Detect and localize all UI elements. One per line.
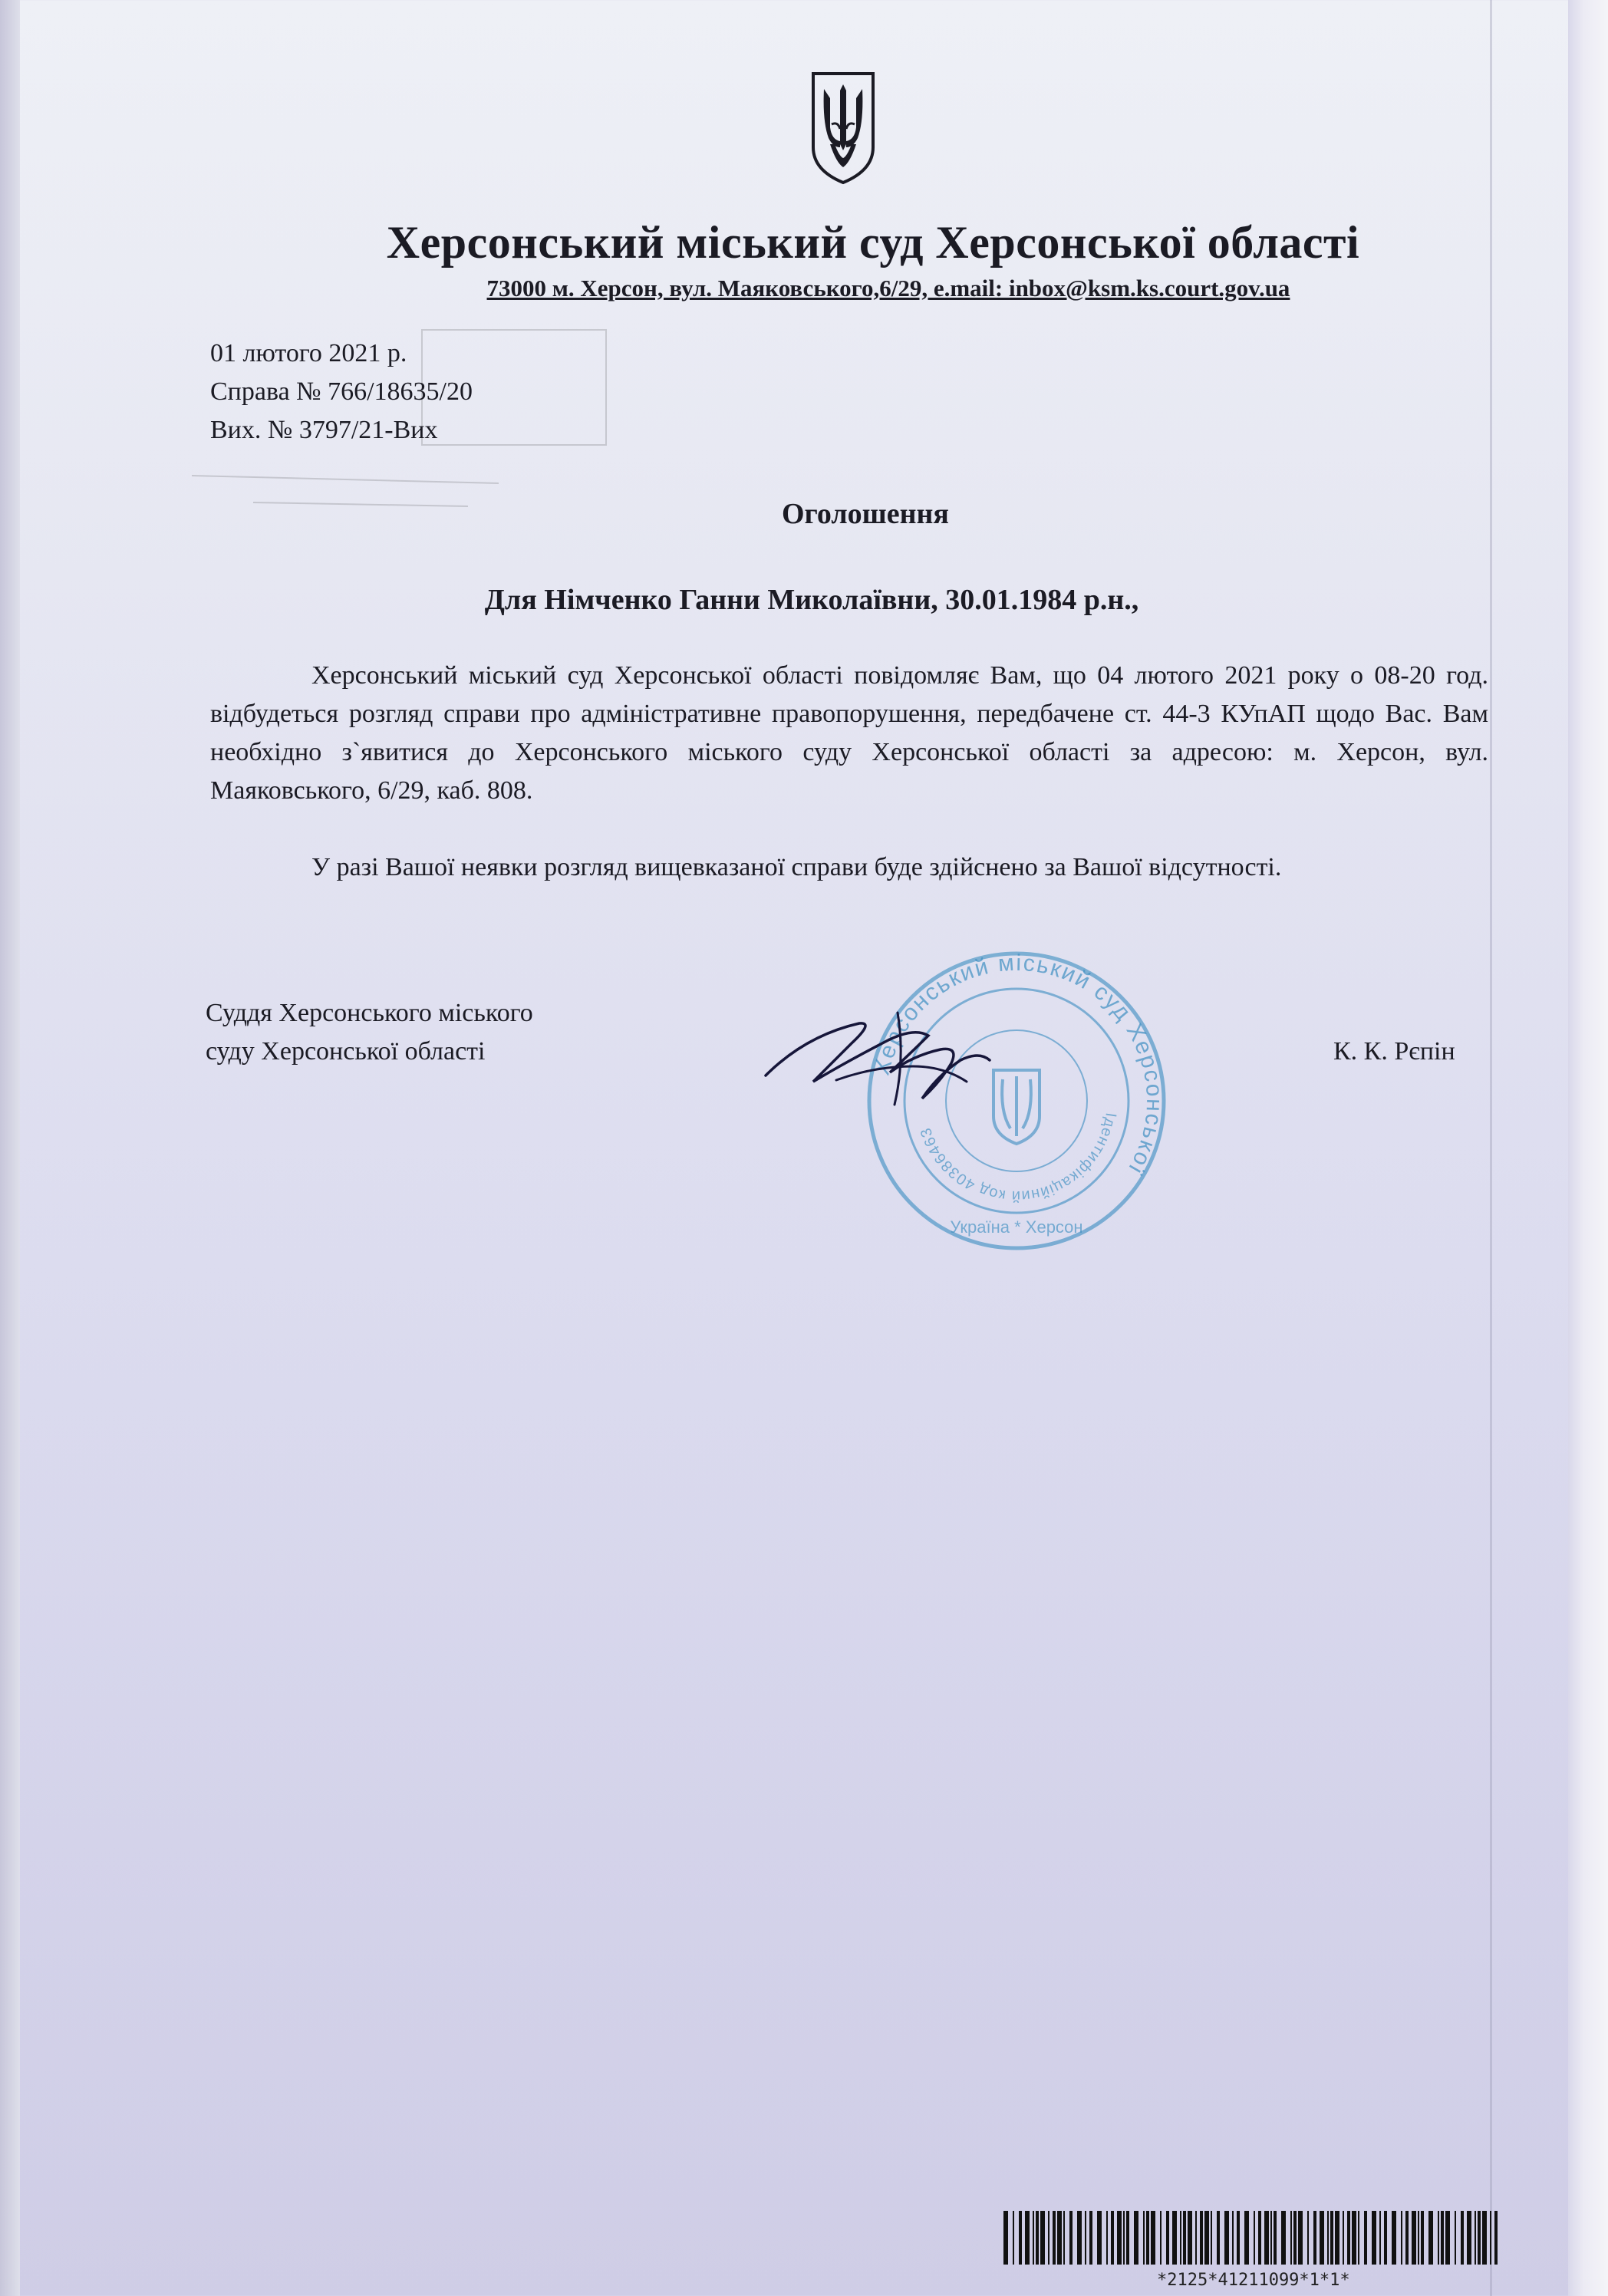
- judge-name: К. К. Рєпін: [1333, 1037, 1455, 1066]
- document-barcode: [1002, 2211, 1501, 2277]
- barcode-bar: [1013, 2211, 1014, 2265]
- court-name-heading: Херсонський міський суд Херсонської області: [386, 217, 1360, 268]
- judge-title-line-2: суду Херсонської області: [206, 1037, 486, 1066]
- barcode-bar: [1352, 2211, 1356, 2265]
- paper-edge-right: [1568, 0, 1608, 2296]
- ukraine-coat-of-arms-icon: [809, 68, 878, 187]
- document-title: Оголошення: [782, 498, 949, 530]
- barcode-bar: [1160, 2211, 1162, 2265]
- barcode-bar: [1117, 2211, 1122, 2265]
- barcode-bar: [1172, 2211, 1177, 2265]
- barcode-bar: [1379, 2211, 1381, 2265]
- barcode-bar: [1040, 2211, 1045, 2265]
- barcode-bar: [1405, 2211, 1409, 2265]
- barcode-bar: [1445, 2211, 1450, 2265]
- absence-paragraph: У разі Вашої неявки розгляд вищевказаної справи буде здійснено за Вашої відсутності.: [311, 853, 1282, 881]
- barcode-bar: [1143, 2211, 1145, 2265]
- barcode-bar: [1490, 2211, 1491, 2265]
- barcode-bar: [1270, 2211, 1272, 2265]
- barcode-text: *2125*41211099*1*1*: [1157, 2271, 1350, 2290]
- court-address: 73000 м. Херсон, вул. Маяковського,6/29, e.mail: inbox@ksm.ks.court.gov.ua: [486, 275, 1290, 301]
- barcode-bar: [1343, 2211, 1344, 2265]
- barcode-bar: [1180, 2211, 1181, 2265]
- barcode-bar: [1478, 2211, 1481, 2265]
- barcode-bar: [1123, 2211, 1125, 2265]
- barcode-bar: [1089, 2211, 1092, 2265]
- barcode-bar: [1134, 2211, 1138, 2265]
- barcode-bar: [1327, 2211, 1329, 2265]
- barcode-bar: [1467, 2211, 1471, 2265]
- barcode-bar: [1384, 2211, 1387, 2265]
- barcode-bar: [1188, 2211, 1192, 2265]
- barcode-bar: [1428, 2211, 1433, 2265]
- barcode-bar: [1264, 2211, 1269, 2265]
- barcode-bar: [1421, 2211, 1424, 2265]
- barcode-bar: [1200, 2211, 1203, 2265]
- barcode-bar: [1418, 2211, 1419, 2265]
- addressee: Для Німченко Ганни Миколаївни, 30.01.1984 р.н.,: [484, 584, 1139, 616]
- document-meta: [210, 334, 473, 450]
- barcode-bar: [1063, 2211, 1065, 2265]
- seal-outer-text: Херсонський міський суд Херсонської: [868, 950, 1168, 1180]
- barcode-bar: [1069, 2211, 1073, 2265]
- barcode-bar: [1392, 2211, 1396, 2265]
- barcode-bar: [1183, 2211, 1186, 2265]
- barcode-bar: [1438, 2211, 1439, 2265]
- barcode-bar: [1364, 2211, 1367, 2265]
- paper-edge-left: [0, 0, 20, 2296]
- barcode-bar: [1274, 2211, 1277, 2265]
- barcode-bar: [1146, 2211, 1149, 2265]
- barcode-bar: [1195, 2211, 1197, 2265]
- judge-title: [206, 994, 533, 1071]
- barcode-bar: [1151, 2211, 1155, 2265]
- case-number: Справа № 766/18635/20: [210, 377, 473, 406]
- barcode-bar: [1237, 2211, 1240, 2265]
- barcode-bar: [1335, 2211, 1339, 2265]
- barcode-bar: [1204, 2211, 1209, 2265]
- barcode-bar: [1111, 2211, 1114, 2265]
- seal-inner-text: Ідентифікаційний код 40386463: [917, 1111, 1119, 1205]
- barcode-bar: [1455, 2211, 1456, 2265]
- barcode-bar: [1475, 2211, 1476, 2265]
- barcode-bar: [1330, 2211, 1333, 2265]
- seal-bottom-text: Україна * Херсон: [950, 1217, 1083, 1237]
- barcode-bar: [1290, 2211, 1292, 2265]
- barcode-bar: [1126, 2211, 1129, 2265]
- barcode-bar: [1097, 2211, 1102, 2265]
- barcode-bar: [1077, 2211, 1082, 2265]
- barcode-bar: [1298, 2211, 1303, 2265]
- barcode-bar: [1025, 2211, 1030, 2265]
- barcode-bar: [1358, 2211, 1359, 2265]
- barcode-bar: [1401, 2211, 1402, 2265]
- barcode-bar: [1048, 2211, 1049, 2265]
- barcode-bar: [1166, 2211, 1169, 2265]
- barcode-bar: [1307, 2211, 1309, 2265]
- barcode-bar: [1461, 2211, 1464, 2265]
- outgoing-number: Вих. № 3797/21-Вих: [210, 416, 438, 444]
- barcode-bar: [1003, 2211, 1008, 2265]
- barcode-bar: [1019, 2211, 1022, 2265]
- barcode-bar: [1372, 2211, 1376, 2265]
- barcode-bar: [1441, 2211, 1444, 2265]
- barcode-bar: [1085, 2211, 1086, 2265]
- judge-signature: [760, 990, 1036, 1128]
- document-date: 01 лютого 2021 р.: [210, 339, 407, 367]
- paper-fold-line: [1490, 0, 1492, 2296]
- barcode-bar: [1033, 2211, 1034, 2265]
- judge-title-line-1: Суддя Херсонського міського: [206, 999, 533, 1027]
- barcode-bar: [1232, 2211, 1234, 2265]
- barcode-bar: [1224, 2211, 1229, 2265]
- barcode-bar: [1254, 2211, 1255, 2265]
- barcode-bar: [1217, 2211, 1220, 2265]
- barcode-bar: [1258, 2211, 1261, 2265]
- barcode-bar: [1494, 2211, 1498, 2265]
- barcode-bar: [1347, 2211, 1350, 2265]
- barcode-bar: [1053, 2211, 1056, 2265]
- barcode-bar: [1412, 2211, 1416, 2265]
- barcode-bar: [1036, 2211, 1039, 2265]
- barcode-bar: [1313, 2211, 1316, 2265]
- barcode-bar: [1106, 2211, 1108, 2265]
- barcode-bar: [1244, 2211, 1249, 2265]
- barcode-bar: [1293, 2211, 1297, 2265]
- barcode-bar: [1211, 2211, 1212, 2265]
- notice-paragraph: Херсонський міський суд Херсонської області повідомляє Вам, що 04 лютого 2021 року о 08-20 год. відбудеться розгляд справи про адміністративне правопорушення, передбачене ст. 44-3 КУпАП щодо Вас. Вам необхідно з`явитися до Херсонського міського суду Херсонської області за адресою: м. Херсон, вул. Маяковського, 6/29, каб. 808.: [210, 661, 1488, 805]
- barcode-bar: [1057, 2211, 1062, 2265]
- barcode-bar: [1320, 2211, 1324, 2265]
- barcode-bar: [1281, 2211, 1286, 2265]
- barcode-bar: [1482, 2211, 1487, 2265]
